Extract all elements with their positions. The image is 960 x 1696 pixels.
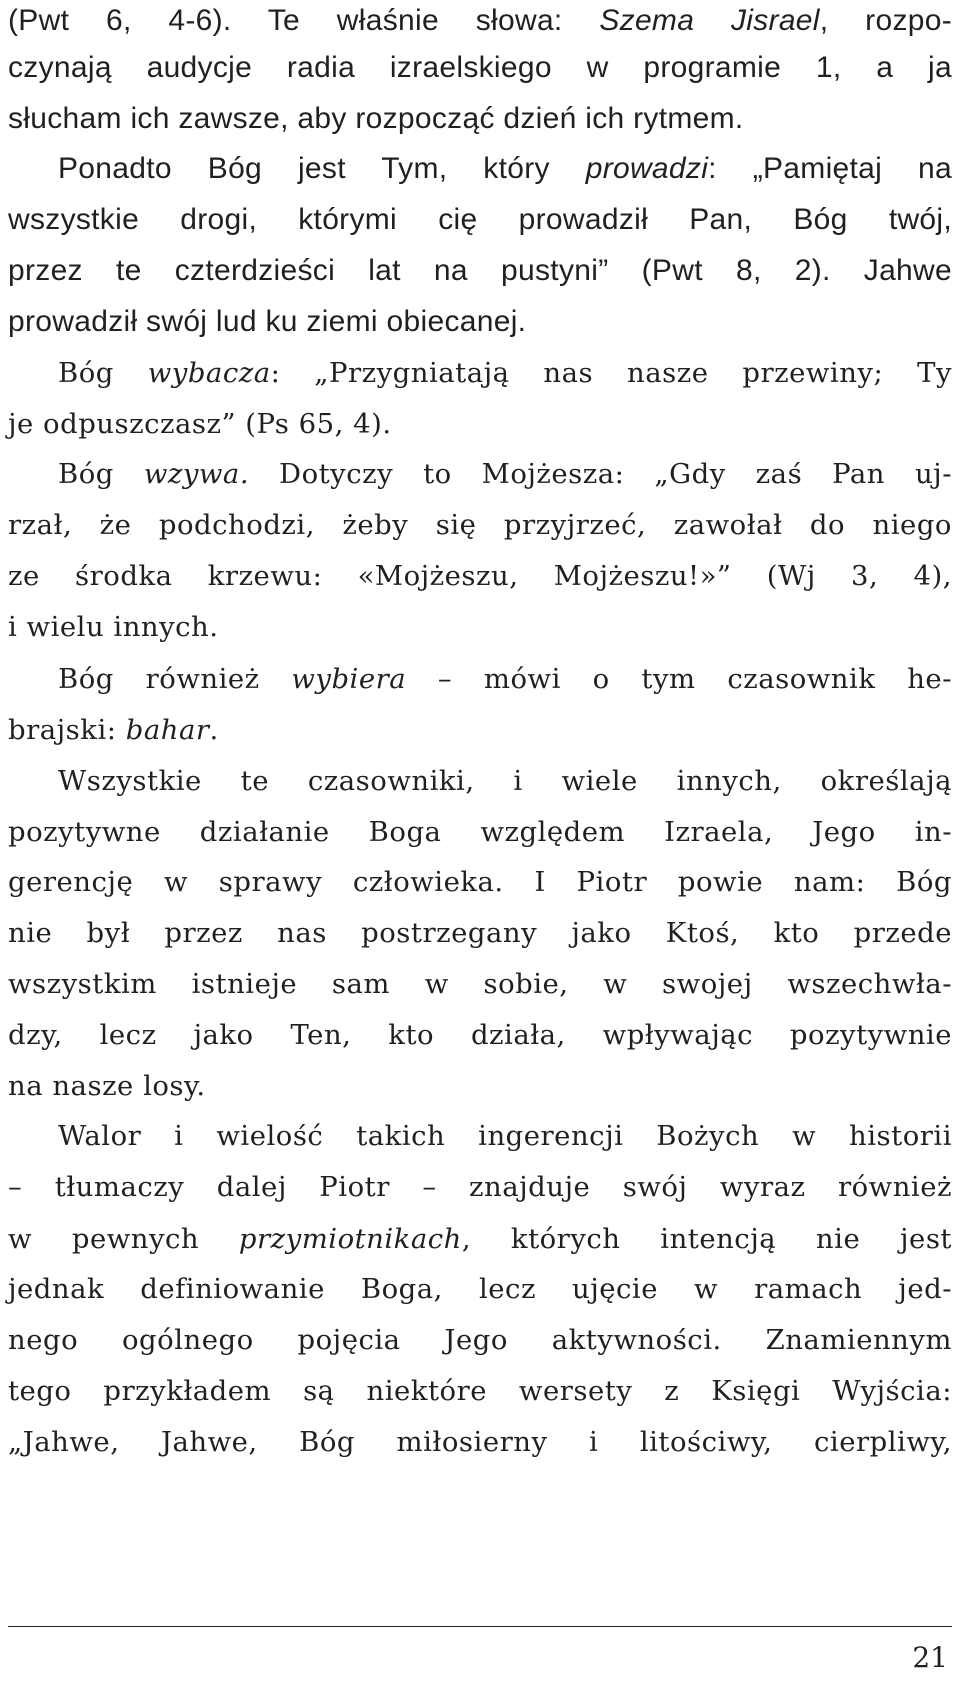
text-span: pozytywne działanie Boga względem Izraela, Jego in- (8, 816, 952, 848)
text-span: – mówi o tym czasownik he- (406, 663, 952, 695)
text-line (8, 604, 952, 650)
text-line (8, 0, 952, 44)
text-span: prowadził swój lud ku ziemi obiecanej. (8, 305, 527, 338)
page-number: 21 (912, 1641, 948, 1674)
text-span: nie był przez nas postrzegany jako Ktoś, kto przede (8, 917, 952, 949)
text-span: brajski: (8, 714, 126, 746)
text-span: Walor i wielość takich ingerencji Bożych w historii (58, 1120, 952, 1152)
text-line (8, 707, 952, 753)
text-line (8, 859, 952, 905)
text-line (8, 961, 952, 1007)
text-span: nego ogólnego pojęcia Jego aktywności. Znamiennym (8, 1324, 952, 1356)
text-span: : „Pamiętaj na (708, 152, 952, 185)
text-line (8, 553, 952, 599)
text-line (8, 502, 952, 548)
text-span: wszystkim istnieje sam w sobie, w swojej wszechwła- (8, 968, 952, 1000)
text-line (8, 1164, 952, 1210)
text-span: ze środka krzewu: «Mojżeszu, Mojżeszu!»” (Wj 3, 4), (8, 560, 952, 592)
text-span: Wszystkie te czasowniki, i wiele innych, określają (58, 765, 952, 797)
text-span: Ponadto Bóg jest Tym, który (58, 152, 586, 185)
text-span: w pewnych (8, 1223, 239, 1255)
italic-term: wzywa. (143, 458, 250, 490)
text-line (8, 1063, 952, 1109)
text-span: czynają audycje radia izraelskiego w programie 1, a ja (8, 51, 952, 84)
text-span: Dotyczy to Mojżesza: „Gdy zaś Pan uj- (249, 458, 952, 490)
text-span: jednak definiowanie Boga, lecz ujęcie w ramach jed- (8, 1273, 952, 1305)
text-span: tego przykładem są niektóre wersety z Księgi Wyjścia: (8, 1375, 952, 1407)
text-span: i wielu innych. (8, 611, 219, 643)
text-span: „Jahwe, Jahwe, Bóg miłosierny i litościwy, cierpliwy, (8, 1426, 952, 1458)
text-line (8, 1419, 952, 1465)
italic-term: prowadzi (585, 152, 709, 185)
text-line (8, 96, 952, 142)
text-line (8, 197, 952, 243)
text-span: słucham ich zawsze, aby rozpocząć dzień ich rytmem. (8, 102, 744, 135)
text-span: – tłumaczy dalej Piotr – znajduje swój wyraz również (8, 1171, 952, 1203)
italic-term: bahar (125, 714, 210, 746)
text-span: na nasze losy. (8, 1070, 206, 1102)
text-line (58, 146, 952, 192)
text-line (58, 451, 952, 497)
text-span: , rozpo- (819, 4, 953, 37)
text-line (8, 401, 952, 447)
italic-term: wybacza (147, 357, 271, 389)
text-span: Bóg (58, 357, 148, 389)
text-line (8, 45, 952, 91)
text-line (8, 1216, 952, 1262)
text-span: (Pwt 6, 4-6). Te właśnie słowa: (8, 4, 600, 37)
text-line (8, 299, 952, 345)
text-span: . (209, 714, 219, 746)
text-line (8, 1368, 952, 1414)
text-line (58, 656, 952, 702)
text-line (8, 1012, 952, 1058)
text-line (58, 1113, 952, 1159)
text-line (8, 1317, 952, 1363)
text-span: rzał, że podchodzi, żeby się przyjrzeć, zawołał do niego (8, 509, 952, 541)
italic-term: wybiera (291, 663, 407, 695)
text-span: dzy, lecz jako Ten, kto działa, wpływając pozytywnie (8, 1019, 952, 1051)
text-line (8, 809, 952, 855)
text-span: je odpuszczasz” (Ps 65, 4). (8, 408, 392, 440)
text-line (8, 1266, 952, 1312)
text-span: wszystkie drogi, którymi cię prowadził Pan, Bóg twój, (8, 203, 952, 236)
text-line (58, 758, 952, 804)
text-span: : „Przygniatają nas nasze przewiny; Ty (270, 357, 952, 389)
italic-term: przymiotnikach (238, 1223, 462, 1255)
text-line (8, 248, 952, 294)
text-span: Bóg również (58, 663, 292, 695)
text-span: przez te czterdzieści lat na pustyni” (Pwt 8, 2). Jahwe (8, 254, 952, 287)
text-line (58, 350, 952, 396)
text-span: Bóg (58, 458, 144, 490)
text-line (8, 910, 952, 956)
text-span: , których intencją nie jest (461, 1223, 952, 1255)
footer-rule (8, 1626, 952, 1627)
italic-term: Szema Jisrael (599, 4, 820, 37)
text-span: gerencję w sprawy człowieka. I Piotr powie nam: Bóg (8, 866, 952, 898)
